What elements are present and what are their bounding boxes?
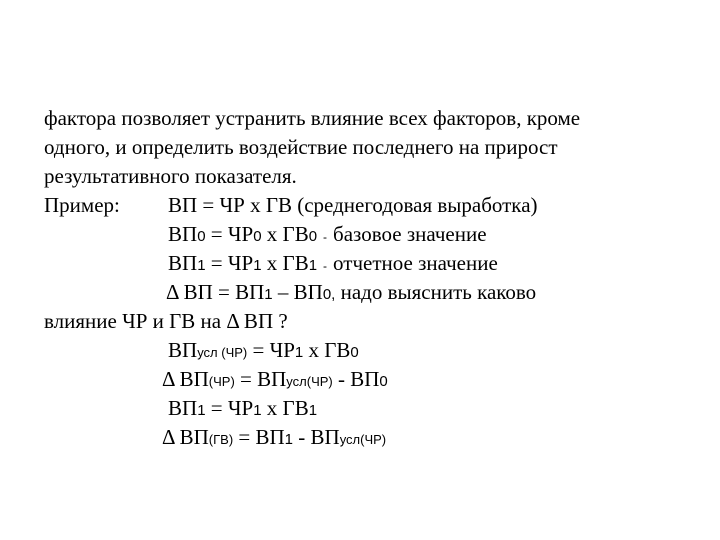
paragraph-line-1: фактора позволяет устранить влияние всех факторов, кроме xyxy=(44,106,581,130)
delta-chr-sub-usl: усл(ЧР) xyxy=(286,374,333,389)
delta-note: надо выяснить каково xyxy=(335,280,537,304)
paragraph-line-3: результативного показателя. xyxy=(44,164,297,188)
report2-mul: х ГВ xyxy=(261,396,309,420)
example-formula: ВП = ЧР х ГВ (среднегодовая выработка) xyxy=(168,193,538,217)
base-sub-chr: 0 xyxy=(253,228,262,245)
cond-vp: ВП xyxy=(168,338,198,362)
report-vp: ВП xyxy=(168,251,198,275)
question-line: влияние ЧР и ГВ на Δ ВП ? xyxy=(44,309,288,333)
delta-sub2: 0, xyxy=(322,286,336,303)
cond-sub-usl: усл (ЧР) xyxy=(197,345,248,360)
report-dash: - xyxy=(323,259,328,273)
delta-gv-part1: Δ ВП xyxy=(162,425,209,449)
report2-sub-gv: 1 xyxy=(308,402,318,419)
delta-gv-sub-vp: 1 xyxy=(284,431,294,448)
cond-mul: х ГВ xyxy=(303,338,351,362)
delta-chr-sub-end: 0 xyxy=(379,373,388,390)
formula-base xyxy=(168,222,487,249)
delta-chr-eq: = ВП xyxy=(234,367,287,391)
report2-sub-vp: 1 xyxy=(197,402,206,419)
delta-part2: – ВП xyxy=(272,280,323,304)
base-mul: х ГВ xyxy=(261,222,309,246)
delta-sub1: 1 xyxy=(264,286,273,303)
report2-eq: = ЧР xyxy=(205,396,254,420)
formula-conditional xyxy=(168,338,359,365)
delta-part1: Δ ВП = ВП xyxy=(166,280,265,304)
formula-delta-gv xyxy=(162,425,386,452)
report-sub-chr: 1 xyxy=(253,257,262,274)
delta-chr-part1: Δ ВП xyxy=(162,367,209,391)
cond-eq: = ЧР xyxy=(247,338,295,362)
delta-gv-sub-usl: усл(ЧР) xyxy=(339,432,387,447)
formula-delta-chr xyxy=(162,367,388,394)
cond-sub-gv: 0 xyxy=(350,344,359,361)
delta-gv-sub1: (ГВ) xyxy=(208,432,234,447)
delta-chr-minus: - ВП xyxy=(332,367,380,391)
base-note: базовое значение xyxy=(333,222,487,246)
formula-report xyxy=(168,251,498,278)
delta-gv-minus: - ВП xyxy=(293,425,340,449)
formula-delta xyxy=(166,280,536,307)
base-sub-vp: 0 xyxy=(197,228,206,245)
delta-gv-eq: = ВП xyxy=(233,425,285,449)
delta-chr-sub1: (ЧР) xyxy=(208,374,235,389)
report-note: отчетное значение xyxy=(333,251,498,275)
base-dash: - xyxy=(323,230,328,244)
base-eq: = ЧР xyxy=(205,222,254,246)
report-mul: х ГВ xyxy=(261,251,309,275)
report-sub-gv: 1 xyxy=(308,257,318,274)
cond-sub-chr: 1 xyxy=(294,344,304,361)
base-vp: ВП xyxy=(168,222,198,246)
formula-report-2 xyxy=(168,396,317,423)
report-eq: = ЧР xyxy=(205,251,254,275)
report-sub-vp: 1 xyxy=(197,257,206,274)
report2-sub-chr: 1 xyxy=(253,402,262,419)
base-sub-gv: 0 xyxy=(308,228,318,245)
paragraph-line-2: одного, и определить воздействие последнего на прирост xyxy=(44,135,558,159)
example-label: Пример: xyxy=(44,193,120,217)
report2-vp: ВП xyxy=(168,396,198,420)
